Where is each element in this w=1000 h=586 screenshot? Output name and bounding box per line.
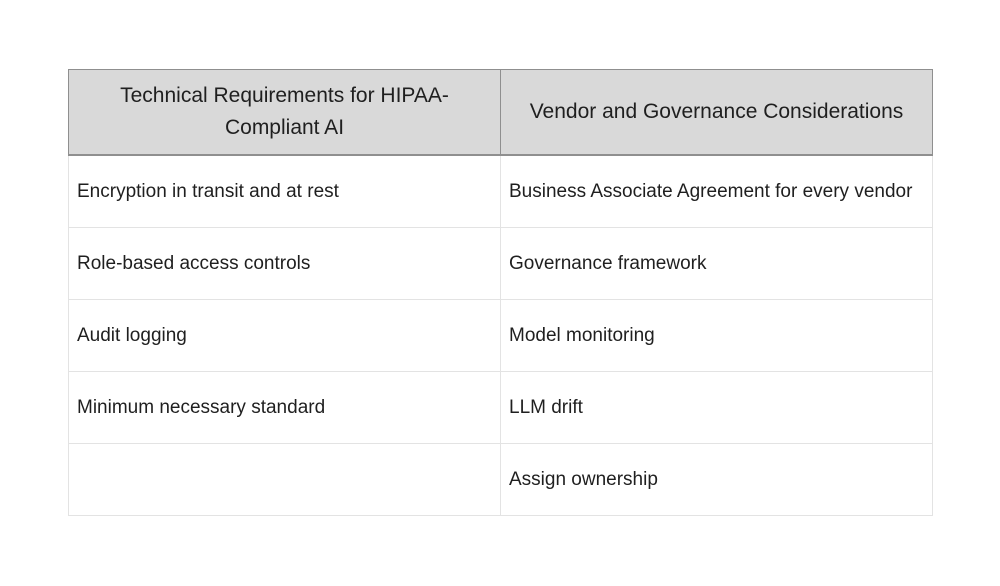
- table-row: [69, 227, 933, 299]
- cell-vendor: Business Associate Agreement for every vendor: [501, 155, 933, 227]
- table-row: [69, 371, 933, 443]
- table-body: [69, 155, 933, 515]
- table-row: [69, 155, 933, 227]
- cell-vendor: Assign ownership: [501, 443, 933, 515]
- cell-technical: [69, 443, 501, 515]
- cell-vendor: Governance framework: [501, 227, 933, 299]
- cell-technical: Audit logging: [69, 299, 501, 371]
- table-header: [69, 70, 933, 156]
- cell-technical: Encryption in transit and at rest: [69, 155, 501, 227]
- header-vendor-governance: Vendor and Governance Considerations: [501, 70, 933, 156]
- table-row: [69, 443, 933, 515]
- header-technical-requirements: Technical Requirements for HIPAA-Compliant AI: [69, 70, 501, 156]
- comparison-table: [68, 69, 933, 516]
- header-row: [69, 70, 933, 156]
- table-row: [69, 299, 933, 371]
- comparison-table-container: [68, 69, 932, 516]
- cell-technical: Role-based access controls: [69, 227, 501, 299]
- cell-vendor: Model monitoring: [501, 299, 933, 371]
- cell-technical: Minimum necessary standard: [69, 371, 501, 443]
- cell-vendor: LLM drift: [501, 371, 933, 443]
